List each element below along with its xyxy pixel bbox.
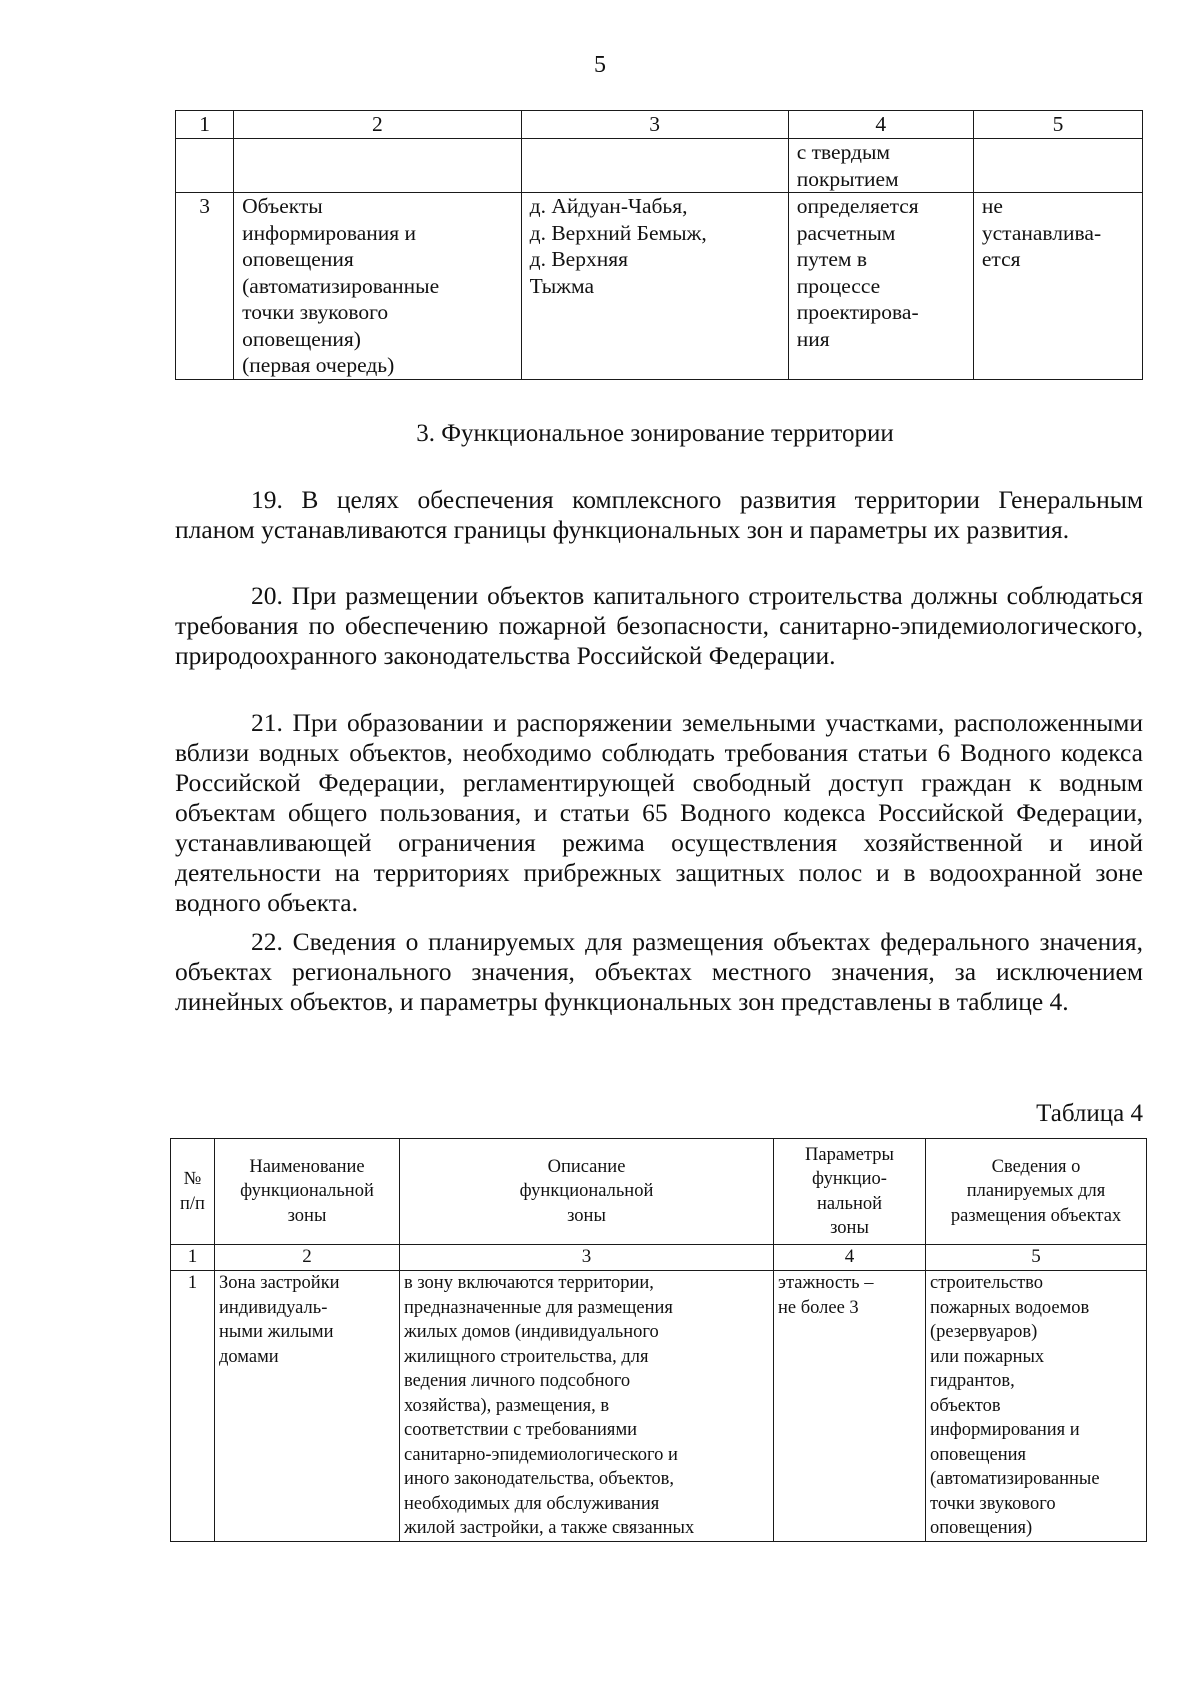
cell-line: путем в xyxy=(796,247,868,271)
cell-line: ведения личного подсобного xyxy=(404,1371,631,1391)
column-number: 1 xyxy=(171,1245,215,1271)
table-4-row-1 xyxy=(171,1271,1147,1542)
cell-line: планируемых для xyxy=(966,1181,1106,1202)
cell-line: функциональной xyxy=(519,1181,654,1202)
row-number: 1 xyxy=(171,1271,215,1542)
cell-line: п/п xyxy=(180,1193,205,1214)
top-table-header-cell: 4 xyxy=(788,111,973,139)
cell-line: иного законодательства, объектов, xyxy=(404,1469,675,1489)
column-number: 2 xyxy=(215,1245,400,1271)
zone-name xyxy=(215,1271,400,1542)
cell-line: необходимых для обслуживания xyxy=(404,1493,660,1514)
cell-line: не xyxy=(981,194,1003,218)
cell-line: функциональной xyxy=(240,1181,374,1202)
header-number xyxy=(171,1139,215,1245)
cell-line: оповещения) xyxy=(930,1518,1033,1538)
cell-line: не более 3 xyxy=(778,1297,859,1318)
cell-line: зоны xyxy=(287,1205,327,1226)
top-table-cell xyxy=(234,139,522,193)
cell-line: с твердым xyxy=(796,140,891,164)
row-number: 3 xyxy=(176,193,234,380)
top-table-continued-row xyxy=(176,139,1143,193)
cell-line: оповещения xyxy=(930,1444,1027,1465)
cell-line: этажность – xyxy=(778,1273,874,1293)
column-number: 5 xyxy=(926,1245,1147,1271)
cell-line: ния xyxy=(796,326,830,351)
header-planned-objects xyxy=(926,1139,1147,1245)
cell-line: д. Айдуан-Чабья, xyxy=(529,194,688,218)
cell-line: информирования и xyxy=(930,1420,1080,1440)
object-location xyxy=(521,193,788,380)
cell-line: проектирова- xyxy=(796,300,919,324)
header-zone-name xyxy=(215,1139,400,1245)
cell-line: Тыжма xyxy=(529,273,595,298)
object-parameters xyxy=(788,193,973,380)
top-table-cell xyxy=(521,139,788,193)
cell-line: в зону включаются территории, xyxy=(404,1273,654,1293)
table-4 xyxy=(170,1138,1147,1542)
cell-line: (автоматизированные xyxy=(930,1469,1100,1489)
cell-line: нальной xyxy=(817,1193,882,1214)
top-table-header-row xyxy=(176,111,1143,139)
cell-line: функцио- xyxy=(812,1169,887,1189)
cell-line: информирования и xyxy=(242,220,417,245)
zone-parameters xyxy=(774,1271,926,1542)
cell-line: (первая очередь) xyxy=(242,353,395,377)
object-zone xyxy=(973,193,1142,380)
cell-line: жилых домов (индивидуального xyxy=(404,1322,659,1342)
cell-line: точки звукового xyxy=(242,300,389,324)
top-table-cell xyxy=(973,139,1142,193)
table-4-label: Таблица 4 xyxy=(1036,1100,1143,1127)
cell-line: № xyxy=(183,1169,202,1189)
top-table-header-cell: 3 xyxy=(521,111,788,139)
paragraph-22: 22. Сведения о планируемых для размещения объектах федерального значения, объектах регионального значения, объектах местного значения, за исключением линейных объектов, и параметры функциональных зон представлены в таблице 4. xyxy=(175,927,1143,1016)
cell-line: Зона застройки xyxy=(219,1273,340,1293)
cell-line: определяется xyxy=(796,194,919,218)
cell-line: гидрантов, xyxy=(930,1371,1015,1391)
cell-line: Описание xyxy=(547,1156,626,1177)
top-table-header-cell: 5 xyxy=(973,111,1142,139)
table-4-number-row xyxy=(171,1245,1147,1271)
paragraph-19: 19. В целях обеспечения комплексного развития территории Генеральным планом устанавливаются границы функциональных зон и параметры их развития. xyxy=(175,485,1143,544)
planned-objects xyxy=(926,1271,1147,1542)
cell-line: (автоматизированные xyxy=(242,273,440,298)
cell-line: соответствии с требованиями xyxy=(404,1420,638,1440)
cell-line: санитарно-эпидемиологического и xyxy=(404,1444,678,1465)
cell-line: или пожарных xyxy=(930,1346,1045,1367)
cell-line: покрытием xyxy=(796,166,899,191)
cell-line: оповещения xyxy=(242,247,354,271)
top-table-cell xyxy=(176,139,234,193)
top-table-header-cell: 1 xyxy=(176,111,234,139)
cell-line: объектов xyxy=(930,1395,1001,1416)
cell-line: хозяйства), размещения, в xyxy=(404,1395,610,1416)
cell-line: зоны xyxy=(830,1218,869,1238)
section-heading: 3. Функциональное зонирование территории xyxy=(416,420,894,447)
top-table-header-cell: 2 xyxy=(234,111,522,139)
cell-line: жилищного строительства, для xyxy=(404,1346,649,1367)
header-zone-parameters xyxy=(774,1139,926,1245)
cell-line: д. Верхний Бемыж, xyxy=(529,220,707,245)
top-table-row-3 xyxy=(176,193,1143,380)
header-zone-description xyxy=(400,1139,774,1245)
cell-line: Наименование xyxy=(249,1156,365,1177)
cell-line: жилой застройки, а также связанных xyxy=(404,1518,695,1538)
cell-line: ными жилыми xyxy=(219,1322,334,1342)
cell-line: зоны xyxy=(567,1205,606,1226)
cell-line: Объекты xyxy=(242,194,323,218)
cell-line: предназначенные для размещения xyxy=(404,1297,673,1318)
cell-line: Сведения о xyxy=(991,1156,1081,1177)
cell-line: размещения объектах xyxy=(950,1205,1122,1226)
zone-description xyxy=(400,1271,774,1542)
cell-line: точки звукового xyxy=(930,1493,1056,1514)
object-name xyxy=(234,193,522,380)
cell-line: устанавлива- xyxy=(981,220,1102,245)
table-4-header-row xyxy=(171,1139,1147,1245)
cell-line: процессе xyxy=(796,273,881,298)
column-number: 4 xyxy=(774,1245,926,1271)
paragraph-20: 20. При размещении объектов капитального строительства должны соблюдаться требования по обеспечению пожарной безопасности, санитарно-эпидемиологического, природоохранного законодательства Российской Федерации. xyxy=(175,581,1143,670)
top-table xyxy=(175,110,1143,380)
paragraph-21: 21. При образовании и распоряжении земельными участками, расположенными вблизи водных объектов, необходимо соблюдать требования статьи 6 Водного кодекса Российской Федерации, регламентирующей свободный доступ граждан к водным объектам общего пользования, и статьи 65 Водного кодекса Российской Федерации, устанавливающей ограничения режима осуществления хозяйственной и иной деятельности на территориях прибрежных защитных полос и в водоохранной зоне водного объекта. xyxy=(175,708,1143,917)
cell-line: Параметры xyxy=(805,1144,894,1165)
cell-line: оповещения) xyxy=(242,326,361,351)
cell-line: (резервуаров) xyxy=(930,1322,1038,1342)
cell-line: домами xyxy=(219,1346,279,1367)
page-number: 5 xyxy=(594,52,606,78)
cell-line: пожарных водоемов xyxy=(930,1297,1090,1318)
cell-line: расчетным xyxy=(796,220,896,245)
cell-line: ется xyxy=(981,247,1021,271)
cell-line: д. Верхняя xyxy=(529,247,628,271)
top-table-cell xyxy=(788,139,973,193)
column-number: 3 xyxy=(400,1245,774,1271)
cell-line: строительство xyxy=(930,1273,1044,1293)
cell-line: индивидуаль- xyxy=(219,1297,328,1318)
